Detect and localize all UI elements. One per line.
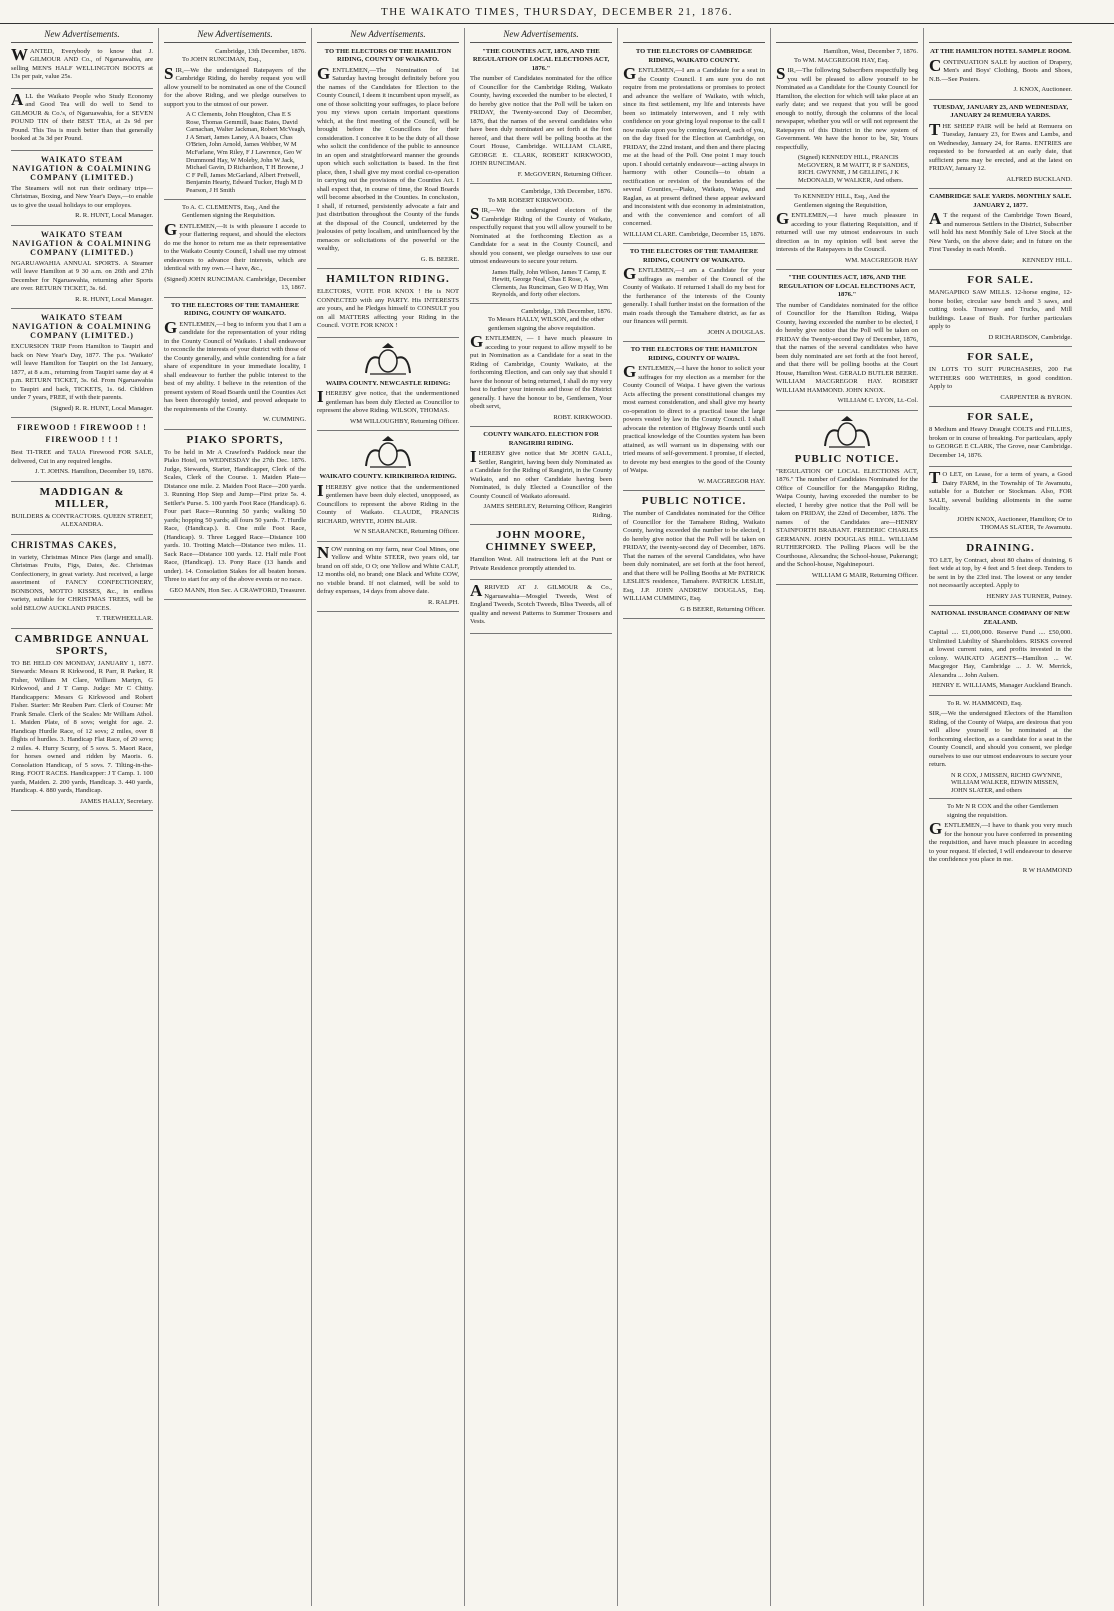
ad-for-sale-saw-mills bbox=[929, 274, 1072, 347]
ad-public-notice-mangapiko bbox=[776, 415, 918, 586]
ad-text: The Steamers will not run their ordinary trips—Christmas, Boxing, and New Year's Days,—to enable us to give the usual holidays to our employes. bbox=[11, 184, 153, 209]
ad-names: (Signed) KENNEDY HILL, FRANCIS McGOVERN, R M WAITT, R F SANDES, RICH. GWYNNE, J M GELLING, J K McDONALD, W WALKER, And others. bbox=[798, 154, 910, 184]
ad-hay-requisition bbox=[776, 48, 918, 189]
ad-text: TO LET, by Contract, about 80 chains of draining, 6 feet wide at top, by 4 feet and 5 feet deep. Tenders to be sent in by the 23rd inst. The lowest or any tender not necessarily accepted. Apply to bbox=[929, 556, 1072, 589]
ad-signature: JAMES SHERLEY, Returning Officer, Rangiriri Riding. bbox=[483, 503, 612, 519]
ad-signature: (Signed) JOHN RUNCIMAN. Cambridge, December 13, 1867. bbox=[164, 275, 306, 292]
ad-dateline: Cambridge, 13th December, 1876. bbox=[521, 188, 612, 195]
ad-names: James Hally, John Wilson, James T Camp, E Hewitt, George Neal, Chas E Rose, A Clements, Jas Runciman, Geo W D Hay, Wm Reynolds, and forty other electors. bbox=[492, 268, 609, 299]
ad-kirikiriroa bbox=[317, 435, 459, 542]
ad-counties-act-hamilton bbox=[776, 274, 918, 411]
ad-signature: ROBT. KIRKWOOD. bbox=[553, 413, 612, 421]
ad-title: FOR SALE, bbox=[967, 411, 1034, 423]
ad-clare-address bbox=[623, 48, 765, 244]
ad-text: The number of Candidates nominated for the office of Councillor for the Hamilton Riding, Waipa County, having exceeded the number to be elected, I do hereby give notice that the Poll will be taken on FRIDAY the Twenty-second Day of December, 1876, that the names of the several candidates who have been duly nominated are set forth at the foot hereof, and that there will be polling booths at the Court House, Hamilton West. GERALD BUTLER BEERE. WILLIAM MACGREGOR HAY. ROBERT WILLIAM HAMMOND. JOHN KNOX. bbox=[776, 301, 918, 394]
ad-title: WAIKATO STEAM NAVIGATION & COALMINING COMPANY (LIMITED.) bbox=[12, 229, 152, 257]
column-heading: New Advertisements. bbox=[164, 28, 306, 43]
ad-title: PIAKO SPORTS, bbox=[186, 433, 284, 446]
ad-title: MADDIGAN & MILLER, bbox=[39, 485, 125, 510]
ad-text: "REGULATION OF LOCAL ELECTIONS ACT, 1876." The number of Candidates Nominated for the Office of Councillor for the Mangapiko Riding, Waipa County, having exceeded the number to be elected, I hereby give notice that the Poll will be taken on FRIDAY, the 22nd of December, 1876. The names of the Candidates are—HENRY STAINFORTH BRABANT. FREDERIC CHARLES GERMANN. JOHN DOUGLAS HILL. WILLIAM RUTHERFORD. The Polling Places will be the Courthouse, Alexandra; the School-house, Pukerangi; and the School-house, Ngahinepouri. bbox=[776, 467, 918, 569]
ad-text: ELECTORS, VOTE FOR KNOX ! He is NOT CONNECTED with any PARTY. His INTERESTS are yours, and he Pledges himself to CONSULT you on all MATTERS affecting your Riding in the Council. VOTE FOR KNOX ! bbox=[317, 288, 459, 329]
column-6 bbox=[771, 28, 924, 1606]
ad-signature: J. T. JOHNS. Hamilton, December 19, 1876. bbox=[34, 468, 153, 475]
ad-text: MANGAPIKO SAW MILLS. 12-horse engine, 12-horse boiler, circular saw bench and 3 saws, and cutting tools. Tramway and Trucks, and Mill buildings. Lease of Bush. For further particulars apply to bbox=[929, 289, 1072, 330]
ad-douglas-address bbox=[623, 248, 765, 342]
ad-text: SIR,—We the undersigned Electors of the Hamilton Riding, of the County of Waipa, are desirous that you will allow yourself to be nominated at the forthcoming election, as a candidate for a seat in the County Council, and should you consent, we pledge ourselves to use our utmost endeavours to secure your return. bbox=[929, 710, 1072, 768]
ad-title: TO THE ELECTORS OF THE HAMILTON RIDING, COUNTY OF WAIPA. bbox=[630, 346, 758, 362]
ad-text: GENTLEMEN,—I beg to inform you that I am a candidate for the representation of your riding in the County Council of Waikato. I shall endeavour to reconcile the interests of your district with those of the County generally, and while contending for a fair share of expenditure in your immediate locality, I shall endeavour to further the public interest to the best of my ability. I believe in the retention of the present system of Road Boards until the Counties Act has been thoroughly tested, and proved adequate to the requirements of the County. bbox=[164, 317, 306, 413]
ad-macgregor-hay-address bbox=[623, 346, 765, 491]
ad-signature: GEO MANN, Hon Sec. A CRAWFORD, Treasurer. bbox=[169, 586, 306, 594]
ad-maddigan-miller bbox=[11, 486, 153, 535]
ad-christmas-cakes bbox=[11, 539, 153, 629]
ad-addressee: To KENNEDY HILL, Esq., And the Gentlemen signing the Requisition, bbox=[794, 193, 890, 209]
column-heading: New Advertisements. bbox=[470, 28, 612, 43]
ad-title: NATIONAL INSURANCE COMPANY OF NEW ZEALAND. bbox=[931, 610, 1070, 626]
ad-firewood bbox=[11, 422, 153, 482]
ad-dateline: Cambridge, 13th December, 1876. bbox=[215, 47, 306, 55]
ad-title: TO THE ELECTORS OF THE HAMILTON RIDING, COUNTY OF WAIKATO. bbox=[324, 47, 452, 63]
ad-title: WAIKATO STEAM NAVIGATION & COALMINING COMPANY (LIMITED.) bbox=[12, 154, 152, 182]
ad-text: SIR,—We the undersigned electors of the Cambridge Riding of the County of Waikato, respectfully request that you will allow yourself to be Nominated at the forthcoming Election as a Candidate for a seat in the County Council, and should you consent, we pledge ourselves to use our utmost endeavours to secure your return. bbox=[470, 204, 612, 265]
ad-names: A C Clements, John Houghton, Chas E S Rose, Thomas Gemmill, Isaac Bates, David Carnachan, Walter Jackman, Robert McVeagh, J A Smart, James Laney, A A Isaacs, Chas O'Brien, John Arnold, James Webber, W M McFarlane, Wm Riley, F J Lawrence, Geo W Drummond Hay, W Moleby, John W Jack, Michael Gavin, D Richardson, T H Browne, J C F Pell, James McGarland, Albert Fretwell, Benjamin Hearty, Edward Tucker, Hugh M D Pearson, J H Smith bbox=[186, 111, 306, 194]
ad-gilmour-tea bbox=[11, 89, 153, 151]
ad-text: SIR,—The following Subscribers respectfully beg you will be pleased to allow yourself to be Nominated as a Candidate for the County Council for Hamilton, the election for which will take place at an early date; and we request that you will be good enough to notify, through the columns of the local newspaper, whether you will or will not represent the Ratepayers of this District in the new system of Government. We have the honor to be, Sir, Yours respectfully, bbox=[776, 64, 918, 151]
ad-addressee: To A. C. CLEMENTS, Esq., And the Gentlemen signing the Requisition. bbox=[182, 203, 280, 220]
ad-text: The number of Candidates nominated for the Office of Councillor for the Tamahere Riding, Waikato County, having exceeded the number to be elected, I do hereby give notice that the Poll will be taken on FRIDAY, the twenty-second day of December, 1876. That the names of the several Candidates, who have been duly nominated, are set forth at the foot hereof, and that there will be Polling Booths at Mr PATRICK LESLIE'S residence, Tamahere. PATRICK LESLIE, Esq, J.P. JOHN ANDREW DOUGLAS, Esq. WILLIAM CUMMING, Esq. bbox=[623, 510, 765, 602]
ad-signature: CARPENTER & BYRON. bbox=[1000, 393, 1072, 401]
ad-addressee: To WM. MACGREGOR HAY, Esq. bbox=[794, 56, 890, 64]
ad-title: TUESDAY, JANUARY 23, AND WEDNESDAY, JANUARY 24 REMUERA YARDS. bbox=[932, 103, 1069, 119]
column-4 bbox=[465, 28, 618, 1606]
ad-for-sale-colts bbox=[929, 411, 1072, 467]
ad-for-sale-wethers bbox=[929, 351, 1072, 407]
ad-title: TO THE ELECTORS OF THE TAMAHERE RIDING, COUNTY OF WAIKATO. bbox=[629, 248, 759, 264]
ad-dateline: Cambridge, 13th December, 1876. bbox=[521, 307, 612, 315]
ad-title: HAMILTON RIDING. bbox=[326, 273, 450, 285]
ad-signature: WM. MACGREGOR HAY bbox=[845, 256, 918, 264]
ad-text: To be held in Mr A Crawford's Paddock near the Piako Hotel, on WEDNESDAY the 27th Dec. 1876. Judge, Stewards, Starter, Handicapper, Clerk of the Scales, Clerk of the Course. 1. Maiden Plate—Distance one mile. 2. Maiden Foot Race—200 yards. 3. Running Hop Step and Jump—First prize 5s. 4. Settler's Purse. 5. 100 yards Foot Race (Handicap). 6. Four part Race—Running 50 yards; walking 50 yards; hopping 50 yards; all fours 50 yards. 7. Hurdle Race, (Handicap.). 8. One mile Foot Race, (Handicap). 9. Three Legged Race—Distance 100 yards. 10. Trotting Match—Distance two miles. 11. Sack Race—Distance 100 yards. 12. Half mile Foot Race, (Handicap). 13. Pony Race (13 hands and under). 14. Consolation Stakes for all beaten horses. Three to start for any of the above events or no race. bbox=[164, 448, 306, 584]
ad-title: AT THE HAMILTON HOTEL SAMPLE ROOM. bbox=[930, 48, 1071, 55]
ad-hammond-reply bbox=[929, 803, 1072, 879]
column-3 bbox=[312, 28, 465, 1606]
ad-text: IN LOTS TO SUIT PURCHASERS, 200 Fat WETHERS 600 WETHERS, in good condition. Apply to bbox=[929, 366, 1072, 390]
column-1 bbox=[6, 28, 159, 1606]
ad-rangiriri bbox=[470, 431, 612, 525]
ad-waipa-newcastle bbox=[317, 342, 459, 432]
ad-text: TO LET, on Lease, for a term of years, a Good Dairy FARM, in the Township of Te Awamutu, suitable for a Butcher or Stockman. Also, FOR SALE, several building allotments in the same locality. bbox=[929, 468, 1072, 512]
ad-signature: R W HAMMOND bbox=[1022, 866, 1072, 874]
ad-text: NGARUAWAHIA ANNUAL SPORTS. A Steamer will leave Hamilton at 9 30 a.m. on 26th and 27th December for Ngaruawahia, returning after Sports are over. RETURN TICKET, 3s. 6d. bbox=[11, 259, 153, 292]
ad-kirkwood-reply bbox=[470, 308, 612, 428]
ad-signature: W N SEARANCKE, Returning Officer. bbox=[353, 528, 459, 535]
ad-public-notice-tamahere bbox=[623, 495, 765, 619]
columns-container bbox=[6, 28, 1110, 1606]
ad-title: TO THE ELECTORS OF THE TAMAHERE RIDING, COUNTY OF WAIKATO. bbox=[170, 301, 300, 318]
ad-title: FIREWOOD ! FIREWOOD ! ! FIREWOOD ! ! ! bbox=[17, 423, 147, 444]
ad-addressee: To Mr N R COX and the other Gentlemen signing the requisition. bbox=[947, 803, 1059, 819]
ad-gilmour-boots bbox=[11, 44, 153, 89]
ad-signature: ALFRED BUCKLAND. bbox=[1006, 175, 1072, 183]
ad-counties-act-cambridge bbox=[470, 48, 612, 185]
ad-text: THE SHEEP FAIR will be held at Remuera on Tuesday, January 23, for Ewes and Lambs, and on Wednesday, January 24, for Rams. ENTRIES are requested to be forwarded at an early date, that sufficient pens may be erected, and at the latest on FRIDAY, January 12. bbox=[929, 119, 1072, 172]
ad-addressee: To R. W. HAMMOND, Esq. bbox=[947, 699, 1023, 707]
column-2 bbox=[159, 28, 312, 1606]
ad-text: IHEREBY give notice that the undermentioned gentlemen have been duly elected, unopposed, as Councillors to represent the above Riding in the County of Waikato. CLAUDE, FRANCIS RICHARD, WHYTE, JOHN BLAIR. bbox=[317, 480, 459, 525]
ad-beere-address bbox=[317, 48, 459, 270]
ad-to-let-farm bbox=[929, 468, 1072, 538]
ad-title: WAIPA COUNTY. NEWCASTLE RIDING: bbox=[325, 379, 451, 387]
ad-text: Hamilton West. All instructions left at the Punt or Private Residence promptly attended to. bbox=[470, 556, 612, 572]
ad-signature: G B BEERE, Returning Officer. bbox=[680, 605, 765, 613]
ad-stray-cattle bbox=[317, 542, 459, 613]
ad-text: SIR,—We the undersigned Ratepayers of the Cambridge Riding, do hereby request you will allow yourself to be nominated as one of the Council for the above Riding, and we pledge ourselves to support you to the utmost of our power. bbox=[164, 63, 306, 108]
ad-text: ALL the Waikato People who Study Economy and Good Tea will do well to Send to GILMOUR & Co.'s, of Ngaruawahia, for a SEVEN POUND TIN of their BEST TEA, at 2s 9d per Pound. This Tea is much better than that generally booked at 3s 3d per Pound. bbox=[11, 89, 153, 142]
ad-title: "THE COUNTIES ACT, 1876, AND THE REGULATION OF LOCAL ELECTIONS ACT, 1876." bbox=[778, 274, 916, 299]
ad-text: NOW running on my farm, near Coal Mines, one Yellow and White STEER, two years old, tar brand on off side, O O; one Yellow and White CALF, 12 months old, no brand; one Black and White COW, no visible brand. If not claimed, will be sold to defray expenses, 14 days from above date. bbox=[317, 542, 459, 595]
ad-addressee: To Messrs HALLY, WILSON, and the other gentlemen signing the above requisition. bbox=[488, 316, 605, 332]
ad-text: EXCURSION TRIP From Hamilton to Taupiri and back on New Year's Day, 1877. The p.s. 'Waikato' will leave Hamilton for Taupiri on the 1st January, 1877, at 8 a.m., returning from Taupiri same day at 4 p.m. RETURN TICKET, 3s. 6d. From Ngaruawahia to Taupiri and back, TICKETS, 1s. 6d. Children under 7 years, FREE, if with their parents. bbox=[11, 343, 153, 401]
ad-signature: F. McGOVERN, Returning Officer. bbox=[517, 170, 612, 178]
ad-text: GENTLEMEN,—I have the honor to solicit your suffrages for my election as a member for the County Council of Waipa. I have given the various Acts affecting the present constitutional changes my most earnest consideration, and shall give my hearty co-operation to direct to a practical issue the large powers vested by law in the County Council. I shall advocate the retention of Highway Boards until such practical knowledge of the Counties system has been attained, as will warrant us in dispensing with our tried means of self-government. I promise, if elected, to devote my best energies to the good of the County of Waipa. bbox=[623, 362, 765, 474]
ad-addressee: To MR ROBERT KIRKWOOD. bbox=[488, 196, 574, 204]
ad-signature: JOHN KNOX, Auctioneer, Hamilton; Or to THOMAS SLATER, Te Awamutu. bbox=[957, 515, 1072, 531]
ad-steam-nav-holidays bbox=[11, 155, 153, 226]
ad-steam-nav-excursion bbox=[11, 313, 153, 418]
ad-text: 8 Medium and Heavy Draught COLTS and FILLIES, broken or in course of breaking. For particulars, apply to GEORGE E CLARK, The Grove, near Cambridge. December 14, 1876. bbox=[929, 426, 1072, 459]
ad-text: GENTLEMEN,—I am a Candidate for a seat in the County Council. I am sure you do not require from me protestations or promises to protect and advance the welfare of Waikato, with which, since its first settlement, my life and interests have been so intimately interwoven, and I rely with confidence on your giving loyal response to the call I now make upon you by coming forward, each of you, on the day fixed for the Election at Cambridge, on FRIDAY, the 22nd instant, and then and there placing me at the head of the Poll. One point I may touch upon. I should certainly endeavour—acting always in harmony with other Councils—to obtain a rectification or revision of the boundaries of the several Counties,—Piako, Waikato, Waipa, and Raglan, as at present defined these appear awkward and inconsistent with due economy in administration, and with the convenience and comfort of all concerned. bbox=[623, 64, 765, 227]
ad-draining bbox=[929, 542, 1072, 607]
ad-signature: HENRY JAS TURNER, Putney. bbox=[986, 592, 1072, 600]
ad-title: TO THE ELECTORS OF CAMBRIDGE RIDING, WAIKATO COUNTY. bbox=[635, 48, 753, 64]
ad-title: CAMBRIDGE ANNUAL SPORTS, bbox=[14, 632, 150, 657]
ad-title: JOHN MOORE, CHIMNEY SWEEP, bbox=[485, 529, 597, 554]
ad-text: GENTLEMEN,—I have much pleasure in acceding to your flattering Requisition, and if returned will use my utmost endeavours in such direction as in my opinion will best serve the interests of the Ratepayers in the Council. bbox=[776, 209, 918, 254]
ad-title: PUBLIC NOTICE. bbox=[794, 452, 900, 465]
ad-cumming-electors bbox=[164, 302, 306, 430]
ad-title: CHRISTMAS CAKES, bbox=[11, 539, 118, 550]
ad-signature: (Signed) R. R. HUNT, Local Manager. bbox=[50, 404, 153, 412]
ad-title: FOR SALE, bbox=[967, 351, 1034, 363]
ad-text: TO BE HELD ON MONDAY, JANUARY 1, 1877. Stewards: Messrs R Kirkwood, R Parr, R Parker, R Fisher, William M Clare, William Martyn, G Kirkwood, and J T Camp. Judge: Mr C Chitty. Handicappers: Messrs G Kirkwood and Robert Fisher. Starter: Mr Reuben Parr. Clerk of Course: Mr Frank Smale. Clerk of the Scales: Mr William Athol. 1. Maiden Plate, of 8 sovs; weight for age. 2. Handicap Hurdle Race, of 12 sovs; 2 miles, over 8 flights of hurdles. 3. Handicap Flat Race, of 20 sovs; 2 miles. 4. Hurry Scurry, of 5 sovs. 5. Maori Race, for horses owned and ridden by Maoris. 6. Consolation Handicap, of 5 sovs. 7. Tilting-in-the-Ring. FOOT RACES. Handicapper: J T Camp. 1. 100 yards, Maiden. 2. 200 yards, Handicap. 3. 440 yards, Handicap. 4. 880 yards, Handicap. bbox=[11, 659, 153, 794]
ad-signature: R. R. HUNT, Local Manager. bbox=[75, 212, 153, 219]
ad-gilmour-tweeds bbox=[470, 581, 612, 634]
ad-signature: WILLIAM C. LYON, Lt.-Col. bbox=[837, 397, 918, 405]
ad-signature: WILLIAM CLARE. Cambridge, December 15, 1876. bbox=[623, 230, 765, 238]
coat-of-arms-icon bbox=[819, 415, 875, 449]
ad-text: CONTINUATION SALE by auction of Drapery, Men's and Boys' Clothing, Boots and Shoes, N.B.—See Posters. bbox=[929, 55, 1072, 83]
ad-runciman-reply bbox=[164, 204, 306, 298]
ad-text: GENTLEMEN,—I am a Candidate for your suffrages as member of the Council of the County of Waikato. If returned I shall do my best for the furtherance of the interests of the County generally. I shall further insist on the formation of the main roads through the Tamahere district, as far as our finances will permit. bbox=[623, 264, 765, 325]
ad-steam-nav-sports bbox=[11, 230, 153, 310]
column-heading: New Advertisements. bbox=[317, 28, 459, 43]
ad-signature: JAMES HALLY, Secretary. bbox=[80, 797, 153, 805]
ad-chimney-sweep bbox=[470, 529, 612, 580]
ad-signature: T. TREWHEELLAR. bbox=[95, 615, 153, 622]
ad-text: Capital .... £1,000,000. Reserve Fund .... £50,000. Unlimited Liability of Shareholders. RISKS covered at lowest current rates, and profits invested in the colony. WAIKATO AGENTS—Hamilton ... W. Macgregor Hay, Cambridge ... J. W. Merrick, Alexandra ... John Aulsen. bbox=[929, 629, 1072, 679]
ad-remuera-sheep-fair bbox=[929, 104, 1072, 190]
ad-title: "THE COUNTIES ACT, 1876, AND THE REGULATION OF LOCAL ELECTIONS ACT, 1876." bbox=[472, 47, 610, 72]
ad-text: GENTLEMEN,—The Nomination of 1st Saturday having brought definitely before you the names of the Candidates for Election to the County Council, I deem it incumbent upon myself, as one of those soliciting your suffrages, to place before you my views upon certain important questions which, at the first meeting of the Council, will be brought before the Councillors for their consideration. I conceive it to be the duty of all those who solicit the confidence of the public to announce in an open and straightforward manner the grounds upon which such solicitation is based. In the first place, then, I shall give my most cordial co-operation in carrying out the provisions of the Counties Act. I shall expect that, in course of time, the Road Boards will become absorbed in the Counties. In conclusion, I shall, if returned, persistently advocate a fair and just distribution throughout the County of the funds at the disposal of the Council, undeterred by the jealousies of petty localism, and uninfluenced by the menaces or solicitations of the powerful or the wealthy, bbox=[317, 63, 459, 252]
ad-text: The number of Candidates nominated for the office of Councillor for the Cambridge Riding, Waikato County, having exceeded the number to be elected, I do hereby give notice that the Poll will be taken on FRIDAY, the Twenty-second Day of December, 1876, that the names of the several candidates who have been duly nominated are set forth at the foot hereof, and that there will be polling booths at the Court House, Cambridge. WILLIAM CLARE, GEORGE E. CLARK, ROBERT KIRKWOOD, JOHN RUNCIMAN. bbox=[470, 75, 612, 167]
ad-signature: KENNEDY HILL. bbox=[1022, 256, 1072, 264]
column-heading bbox=[929, 28, 1072, 43]
ad-cambridge-sale-yards bbox=[929, 193, 1072, 270]
ad-hamilton-riding-knox bbox=[317, 273, 459, 338]
ad-cambridge-sports bbox=[11, 633, 153, 812]
ad-text: in variety, Christmas Mince Pies (large and small). Christmas Fruits, Figs, Dates, &c. Christmas Confectionery, in great variety. Just received, a large assortment of FANCY CONFECTIONERY, BONBONS, MOTTO KISSES, &c., in endless variety, suitable for CHRISTMAS TREES, will be sold BELOW AUCKLAND PRICES. bbox=[11, 553, 153, 612]
ad-addressee: To JOHN RUNCIMAN, Esq., bbox=[182, 56, 262, 63]
ad-dateline: Hamilton, West, December 7, 1876. bbox=[823, 48, 918, 55]
ad-text: IHEREBY give notice that Mr JOHN GALL, Settler, Rangiriri, having been duly Nominated as a Candidate for the Riding of Rangiriri, in the County Waikato, and no other Candidate having been Nominated, is duly Elected a Councillor of the County Council of Waikato aforesaid. bbox=[470, 447, 612, 500]
ad-title: CAMBRIDGE SALE YARDS. MONTHLY SALE. JANUARY 2, 1877. bbox=[929, 193, 1072, 209]
ad-text: GENTLEMEN,—I have to thank you very much for the honour you have conferred in presenting the requisition, and have much pleasure in acceding to your request. If elected, I will endeavour to deserve the confidence you place in me. bbox=[929, 819, 1072, 864]
ad-title: COUNTY WAIKATO. ELECTION FOR RANGIRIRI RIDING. bbox=[483, 431, 599, 447]
ad-hamilton-hotel-sale bbox=[929, 48, 1072, 100]
ad-text: GENTLEMEN, — I have much pleasure in acceding to your request to allow myself to be put in Nomination as a Candidate for a seat in the Riding of Cambridge, County Waikato, at the forthcoming Election, and can only say that should I have the honour of being returned, I shall do my very best to further your interests and those of the District generally. I have the honour to be, Gentlemen, Your obedt servt, bbox=[470, 332, 612, 411]
ad-title: DRAINING. bbox=[966, 541, 1035, 554]
ad-text: AT the request of the Cambridge Town Board, and numerous Settlers in the District, Subscriber will hold his next Monthly Sale of Live Stock at the New Yards, on the above date; and in future on the First Tuesday in each Month. bbox=[929, 209, 1072, 253]
ad-signature: W. MACGREGOR HAY. bbox=[697, 477, 765, 485]
ad-piako-sports bbox=[164, 434, 306, 601]
ad-text: Best TI-TREE and TAUA Firewood FOR SALE, delivered, Cut in any required lengths. bbox=[11, 449, 153, 465]
ad-signature: W. CUMMING. bbox=[262, 416, 306, 424]
ad-title: FOR SALE. bbox=[967, 274, 1034, 286]
ad-runciman-requisition bbox=[164, 48, 306, 200]
ad-text: IHEREBY give notice, that the undermentioned gentleman has been duly Elected as Councillor to represent the above Riding. WILSON, THOMAS. bbox=[317, 387, 459, 414]
ad-title: WAIKATO STEAM NAVIGATION & COALMINING COMPANY (LIMITED.) bbox=[12, 313, 152, 340]
ad-hay-reply bbox=[776, 193, 918, 270]
coat-of-arms-icon bbox=[360, 342, 416, 376]
ad-signature: R. RALPH. bbox=[428, 598, 459, 606]
ad-signature: JOHN A DOUGLAS. bbox=[707, 328, 765, 336]
ad-signature: WILLIAM G MAIR, Returning Officer. bbox=[811, 571, 918, 579]
ad-title: PUBLIC NOTICE. bbox=[641, 495, 747, 507]
masthead: THE WAIKATO TIMES, THURSDAY, DECEMBER 21, 1876. bbox=[0, 0, 1114, 24]
column-7 bbox=[924, 28, 1077, 1606]
ad-national-insurance bbox=[929, 610, 1072, 696]
ad-text: WANTED, Everybody to know that J. GILMOUR AND Co., of Ngaruawahia, are selling MEN'S HALF WELLINGTON BOOTS at 13s per pair, value 25s. bbox=[11, 44, 153, 80]
column-heading bbox=[776, 28, 918, 43]
column-heading bbox=[623, 28, 765, 43]
ad-title: WAIKATO COUNTY. KIRIKIRIROA RIDING. bbox=[319, 473, 457, 480]
ad-text: BUILDERS & CONTRACTORS. QUEEN STREET, ALEXANDRA. bbox=[11, 512, 153, 528]
ad-names: N R COX, J MISSEN, RICHD GWYNNE, WILLIAM WALKER, EDWIN MISSEN, JOHN SLATER, and others bbox=[951, 771, 1062, 794]
ad-text: ARRIVED AT J. GILMOUR & Co., Ngaruawahia—Mosgiel Tweeds, West of England Tweeds, Scotch Tweeds, Bliss Tweeds, all of quality and newest Patterns to Summer Trousers and Vests. bbox=[470, 581, 612, 626]
ad-signature: D RICHARDSON, Cambridge. bbox=[988, 333, 1072, 341]
ad-kirkwood-requisition bbox=[470, 188, 612, 304]
ad-signature: J. KNOX, Auctioneer. bbox=[1013, 86, 1072, 93]
ad-signature: HENRY E. WILLIAMS, Manager Auckland Branch. bbox=[932, 682, 1072, 689]
column-5 bbox=[618, 28, 771, 1606]
ad-text: GENTLEMEN,—It is with pleasure I accede to your flattering request, and should the electors do me the honor to return me as their representative to the Waikato County Council, I shall use my utmost endeavours to advance their interests, which are identical with my own.—I have, &c., bbox=[164, 219, 306, 273]
column-heading: New Advertisements. bbox=[11, 28, 153, 43]
coat-of-arms-icon bbox=[360, 435, 416, 469]
ad-signature: R. R. HUNT, Local Manager. bbox=[75, 295, 153, 303]
ad-hammond-requisition bbox=[929, 700, 1072, 800]
ad-signature: G. B. BEERE. bbox=[420, 255, 459, 263]
ad-signature: WM WILLOUGHBY, Returning Officer. bbox=[350, 417, 459, 425]
